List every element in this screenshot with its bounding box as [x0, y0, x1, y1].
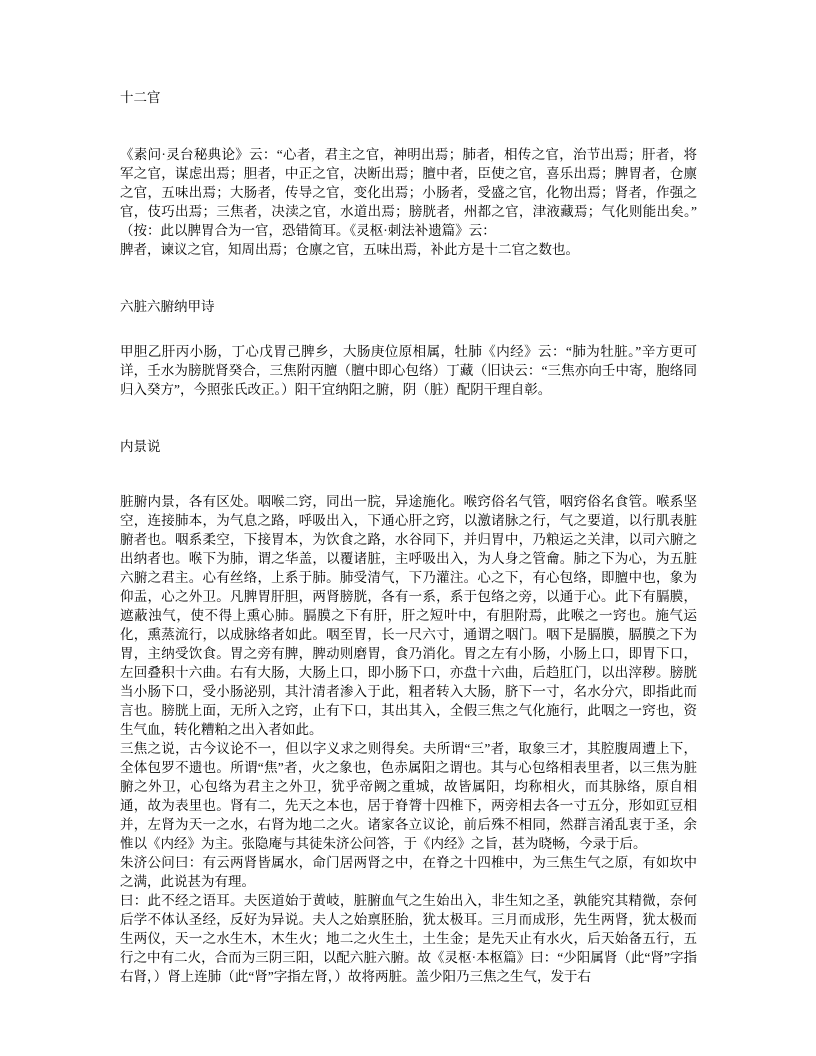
- paragraph-zhujigong-question: 朱济公问曰：有云两肾皆属水，命门居两肾之中，在脊之十四椎中，为三焦生气之原，有如坎中之满，此说甚为有理。: [120, 855, 697, 889]
- section-heading-neijing-shuo: 内景说: [120, 439, 161, 454]
- paragraph-suwen-quote: 《素问·灵台秘典论》云：“心者，君主之官，神明出焉；肺者，相传之官，治节出焉；肝者，将军之官，谋虑出焉；胆者，中正之官，决断出焉；膻中者，臣使之官，喜乐出焉；脾胃者，仓廪之官，五味出焉；大肠者，传导之官，变化出焉；小肠者，受盛之官，化物出焉；肾者，作强之官，伎巧出焉；三焦者，决渎之官，水道出焉；膀胱者，州都之官，津液藏焉；气化则能出矣。”（按：此以脾胃合为一官，恐错简耳。《灵枢·刺法补遗篇》云：: [120, 147, 697, 238]
- section-heading-najia-poem: 六脏六腑纳甲诗: [120, 299, 215, 314]
- paragraph-internal-landscape: 脏腑内景，各有区处。咽喉二窍，同出一脘，异途施化。喉窍俗名气管，咽窍俗名食管。喉系坚空，连接肺本，为气息之路，呼吸出入，下通心肝之窍，以激诸脉之行，气之要道，以行肌表脏腑者也。咽系柔空，下接胃本，为饮食之路，水谷同下，并归胃中，乃粮运之关津，以司六腑之出纳者也。喉下为肺，谓之华盖，以覆诸脏，主呼吸出入，为人身之管龠。肺之下为心，为五脏六腑之君主。心有丝络，上系于肺。肺受清气，下乃灌注。心之下，有心包络，即膻中也，象为仰盂，心之外卫。凡脾胃肝胆，两肾膀胱，各有一系，系于包络之旁，以通于心。此下有膈膜，遮蔽浊气，使不得上熏心肺。膈膜之下有肝，肝之短叶中，有胆附焉，此喉之一窍也。施气运化，熏蒸流行，以成脉络者如此。咽至胃，长一尺六寸，通谓之咽门。咽下是膈膜，膈膜之下为胃，主纳受饮食。胃之旁有脾，脾动则磨胃，食乃消化。胃之左有小肠，小肠上口，即胃下口，左回叠积十六曲。右有大肠，大肠上口，即小肠下口，亦盘十六曲，后趋肛门，以出滓秽。膀胱当小肠下口，受小肠泌别，其汁清者渗入于此，粗者转入大肠，脐下一寸，名水分穴，即指此而言也。膀胱上面，无所入之窍，止有下口，其出其入，全假三焦之气化施行，此咽之一窍也，资生气血，转化糟粕之出入者如此。: [120, 494, 697, 737]
- section-heading-twelve-officials: 十二官: [120, 90, 161, 105]
- paragraph-sanjiao-discussion: 三焦之说，古今议论不一，但以字义求之则得矣。夫所谓“三”者，取象三才，其腔腹周遭上下，全体包罗不遗也。所谓“焦”者，火之象也，色赤属阳之谓也。其与心包络相表里者，以三焦为脏腑之外卫，心包络为君主之外卫，犹乎帝阙之重城，故皆属阳，均称相火，而其脉络，原自相通，故为表里也。肾有二，先天之本也，居于脊膂十四椎下，两旁相去各一寸五分，形如豇豆相并，左肾为天一之水，右肾为地二之火。诸家各立议论，前后殊不相同，然群言淆乱衷于圣，余惟以《内经》为主。张隐庵与其徒朱济公问答，于《内经》之旨，甚为晓畅，今录于后。: [120, 741, 697, 851]
- paragraph-najia-poem: 甲胆乙肝丙小肠，丁心戊胃己脾乡，大肠庚位原相属，牡肺《内经》云：“肺为牡脏。”辛方更可详，壬水为膀胱肾癸合，三焦附丙膻（膻中即心包络）丁藏（旧诀云：“三焦亦向壬中寄，胞络同归入癸方”，今照张氏改正。）阳干宜纳阳之腑，阴（脏）配阴干理自彰。: [120, 344, 697, 397]
- paragraph-reply-answer: 曰：此不经之语耳。夫医道始于黄岐，脏腑血气之生始出入，非生知之圣，孰能究其精微，奈何后学不体认圣经，反好为异说。夫人之始禀胚胎，犹太极耳。三月而成形，先生两肾，犹太极而生两仪，天一之水生木，木生火；地二之火生土，土生金；是先天止有水火，后天始备五行，五行之中有二火，合而为三阴三阳，以配六脏六腑。故《灵枢·本枢篇》曰：“少阳属肾（此“肾”字指右肾，）肾上连肺（此“肾”字指左肾，）故将两脏。盖少阳乃三焦之生气，发于右: [120, 893, 697, 984]
- paragraph-suwen-quote-continued: 脾者，谏议之官，知周出焉；仓廪之官，五味出焉，补此方是十二官之数也。: [120, 242, 579, 257]
